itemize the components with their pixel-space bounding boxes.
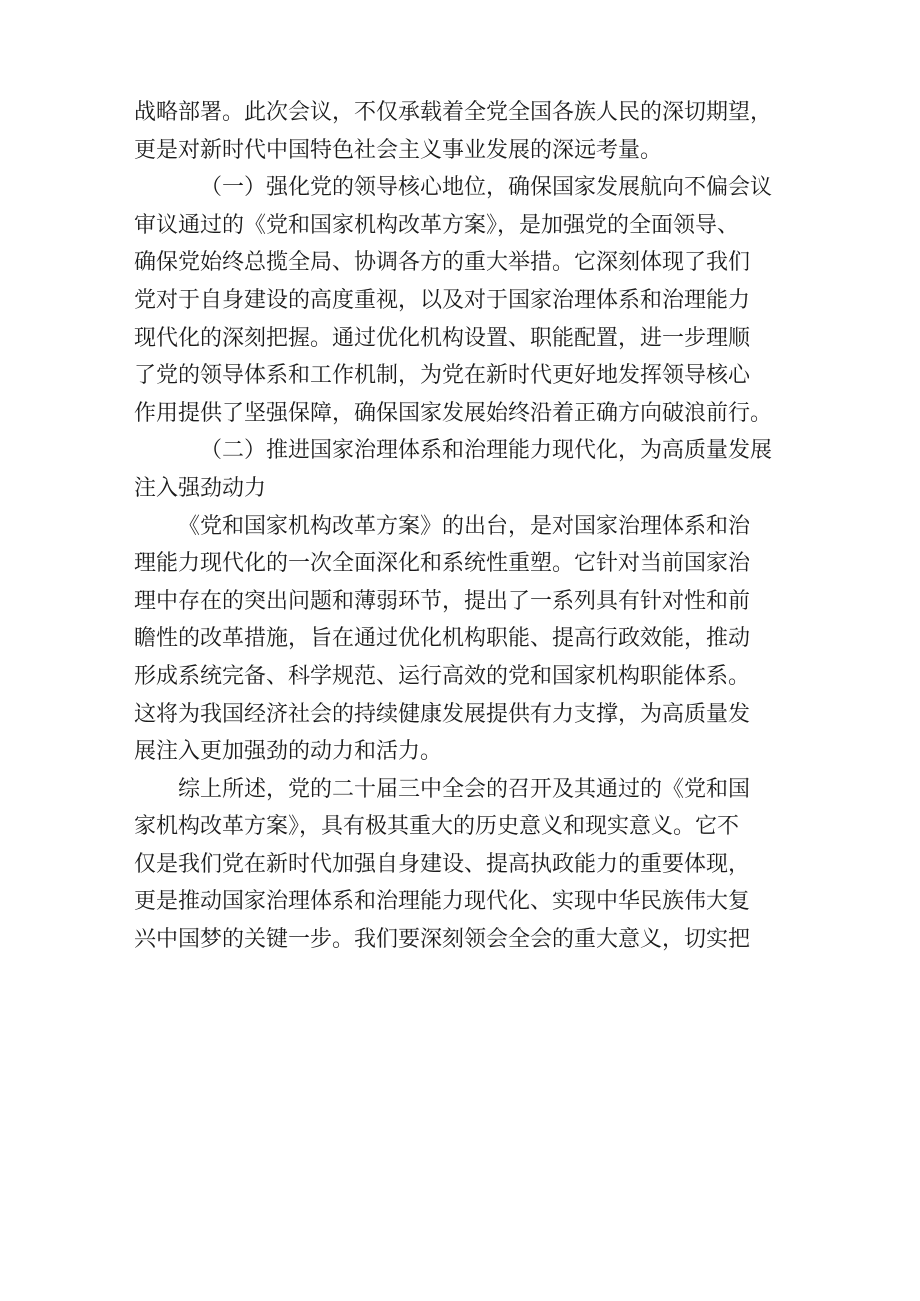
text-line: 兴中国梦的关键一步。我们要深刻领会全会的重大意义，切实把 (134, 927, 751, 953)
paragraph-start: 综上所述，党的二十届三中全会的召开及其通过的《党和国 (178, 776, 751, 802)
text-line: 战略部署。此次会议，不仅承载着全党全国各族人民的深切期望， (134, 100, 773, 125)
section-heading-2: （二）推进国家治理体系和治理能力现代化，为高质量发展 (200, 438, 773, 464)
text-line: 形成系统完备、科学规范、运行高效的党和国家机构职能体系。 (134, 663, 751, 689)
section-heading-1: （一）强化党的领导核心地位，确保国家发展航向不偏会议 (200, 175, 773, 201)
text-line: 展注入更加强劲的动力和活力。 (134, 739, 443, 765)
text-line: 党对于自身建设的高度重视，以及对于国家治理体系和治理能力 (134, 287, 751, 313)
text-line: 理能力现代化的一次全面深化和系统性重塑。它针对当前国家治 (134, 551, 751, 577)
text-line: 现代化的深刻把握。通过优化机构设置、职能配置，进一步理顺 (134, 325, 751, 351)
text-line: 仅是我们党在新时代加强自身建设、提高执政能力的重要体现， (134, 851, 751, 877)
text-line: 注入强劲动力 (134, 475, 267, 501)
text-line: 更是推动国家治理体系和治理能力现代化、实现中华民族伟大复 (134, 889, 751, 915)
text-line: 理中存在的突出问题和薄弱环节，提出了一系列具有针对性和前 (134, 588, 751, 614)
text-line: 这将为我国经济社会的持续健康发展提供有力支撑，为高质量发 (134, 701, 751, 727)
text-line: 审议通过的《党和国家机构改革方案》，是加强党的全面领导、 (134, 212, 740, 238)
body-text (134, 94, 794, 959)
text-line: 瞻性的改革措施，旨在通过优化机构职能、提高行政效能，推动 (134, 626, 751, 652)
text-line: 作用提供了坚强保障，确保国家发展始终沿着正确方向破浪前行。 (134, 400, 773, 426)
text-line: 更是对新时代中国特色社会主义事业发展的深远考量。 (134, 137, 663, 163)
text-line: 确保党始终总揽全局、协调各方的重大举措。它深刻体现了我们 (134, 250, 751, 276)
text-line: 家机构改革方案》，具有极其重大的历史意义和现实意义。它不 (134, 814, 740, 840)
paragraph-start: 《党和国家机构改革方案》的出台，是对国家治理体系和治 (178, 513, 751, 539)
text-line: 了党的领导体系和工作机制，为党在新时代更好地发挥领导核心 (134, 363, 751, 389)
